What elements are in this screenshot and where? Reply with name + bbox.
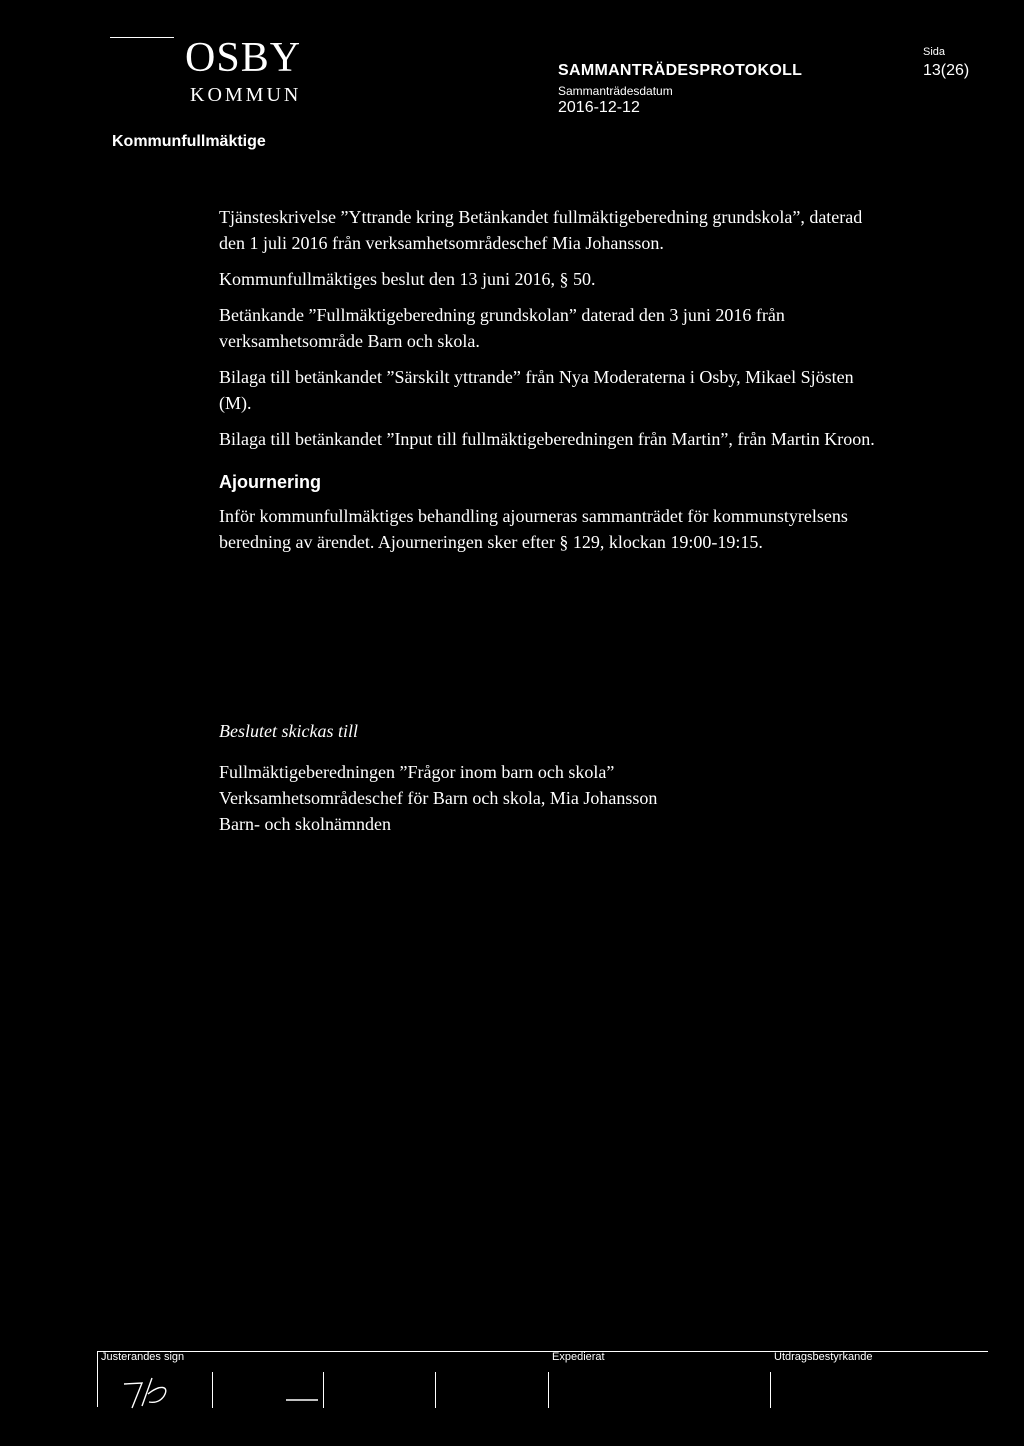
document-body (219, 204, 879, 565)
signature-box-divider (770, 1372, 771, 1408)
page-label: Sida (923, 46, 946, 58)
certification-label: Utdragsbestyrkande (774, 1351, 873, 1363)
meeting-date: 2016-12-12 (558, 99, 640, 116)
logo-subtext: KOMMUN (190, 84, 302, 106)
paragraph: Bilaga till betänkandet ”Särskilt yttrande” från Nya Moderaterna i Osby, Mikael Sjösten (M). (219, 367, 854, 413)
page-number: 13(26) (923, 62, 970, 79)
signature-box-divider (435, 1372, 436, 1408)
recipient-item: Fullmäktigeberedningen ”Frågor inom barn och skola” (219, 762, 615, 782)
signature-box-divider (97, 1351, 98, 1407)
document-type: SAMMANTRÄDESPROTOKOLL (558, 62, 803, 79)
logo-text: OSBY (185, 35, 302, 81)
paragraph: Kommunfullmäktiges beslut den 13 juni 2016, § 50. (219, 269, 596, 289)
handwritten-initials (118, 1372, 188, 1412)
signature-box-divider (212, 1372, 213, 1408)
dispatched-label: Expedierat (552, 1351, 605, 1363)
meeting-date-label: Sammanträdesdatum (558, 84, 673, 98)
adjournment-text: Inför kommunfullmäktiges behandling ajourneras sammanträdet för kommunstyrelsens beredning av ärendet. Ajourneringen sker efter § 129, klockan 19:00-19:15. (219, 506, 848, 552)
paragraph: Betänkande ”Fullmäktigeberedning grundskolan” daterad den 3 juni 2016 från verksamhetsområde Barn och skola. (219, 305, 785, 351)
paragraph: Tjänsteskrivelse ”Yttrande kring Betänkandet fullmäktigeberedning grundskola”, daterad den 1 juli 2016 från verksamhetsområdeschef Mia Johansson. (219, 207, 863, 253)
recipient-list-title: Beslutet skickas till (219, 721, 358, 741)
signature-box-divider (548, 1372, 549, 1408)
paragraph: Bilaga till betänkandet ”Input till fullmäktigeberedningen från Martin”, från Martin Kroon. (219, 429, 875, 449)
section-heading: Ajournering (219, 472, 321, 492)
recipient-item: Barn- och skolnämnden (219, 814, 391, 834)
recipient-list (219, 718, 879, 837)
signatures-label: Justerandes sign (101, 1351, 185, 1363)
recipient-item: Verksamhetsområdeschef för Barn och skola, Mia Johansson (219, 788, 658, 808)
assembly-name: Kommunfullmäktige (112, 133, 266, 150)
logo-rule (110, 37, 174, 38)
handwritten-mark (282, 1392, 324, 1404)
